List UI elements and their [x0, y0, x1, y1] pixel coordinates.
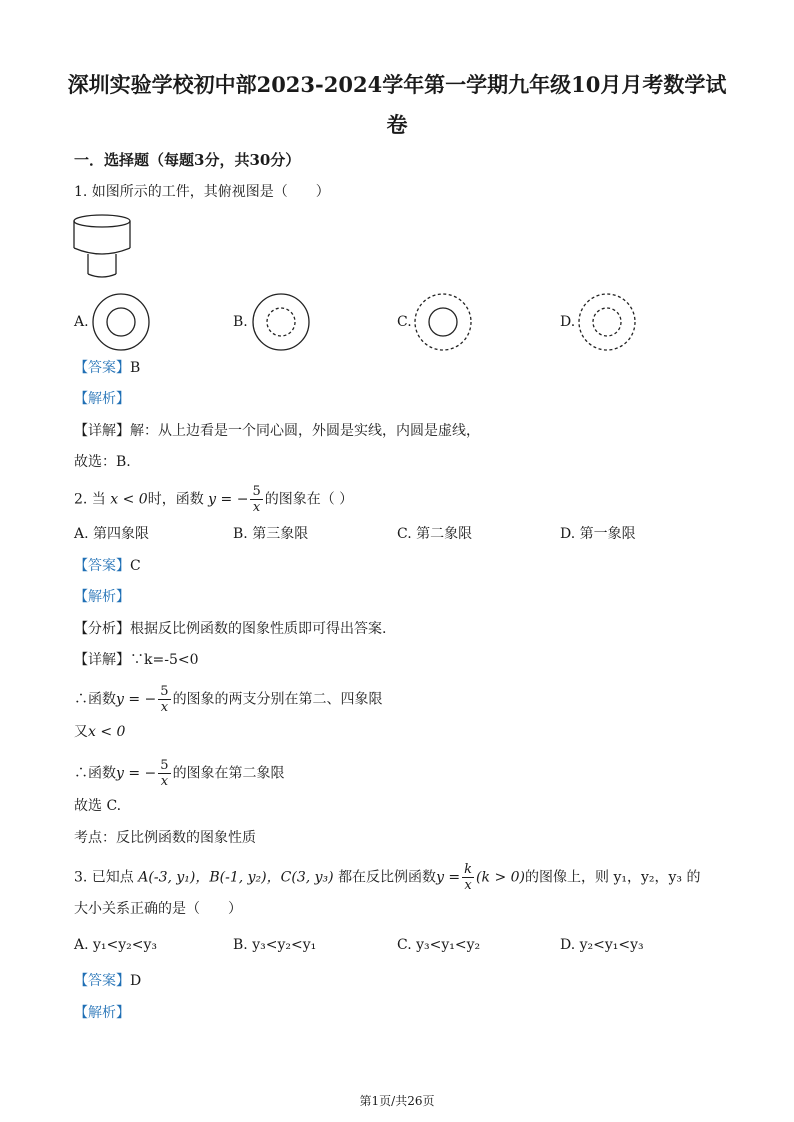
q2-step1-num: 5	[160, 684, 169, 699]
q2-detail: 【详解】∵k=-5<0	[74, 652, 199, 668]
q2-stem-part-c: 的图象在（ ）	[264, 491, 354, 508]
q2-answer-line	[74, 556, 141, 576]
q1-answer-line	[74, 358, 140, 378]
q2-option-b: B. 第三象限	[233, 526, 309, 542]
q2-step3-fraction	[158, 758, 170, 789]
q2-fenxi: 【分析】根据反比例函数的图象性质即可得出答案.	[74, 621, 387, 637]
q2-function-lhs: y = −	[208, 491, 249, 508]
q3-point-b: B(-1, y₂)，	[209, 869, 281, 886]
q3-analysis-tag: 【解析】	[74, 1005, 130, 1021]
q1-answer-tag: 【答案】	[74, 360, 130, 376]
q2-fraction	[250, 484, 262, 515]
q2-step3-a: ∴函数	[74, 765, 116, 782]
q2-option-c: C. 第二象限	[397, 526, 473, 542]
q3-stem-part-a: 3. 已知点	[74, 869, 134, 886]
q2-step3-num: 5	[160, 758, 169, 773]
q2-option-a: A. 第四象限	[74, 526, 150, 542]
q3-answer-tag: 【答案】	[74, 973, 130, 989]
q2-stem-part-a: 2. 当	[74, 491, 106, 508]
q3-option-b: B. y₃<y₂<y₁	[233, 937, 317, 953]
q1-analysis-tag: 【解析】	[74, 391, 130, 407]
q2-step1-b: 的图象的两支分别在第二、四象限	[172, 691, 383, 708]
q2-conclusion: 故选 C.	[74, 798, 122, 814]
q2-step3-b: 的图象在第二象限	[172, 765, 285, 782]
q2-condition: x < 0	[110, 491, 148, 508]
doc-title-line1: 深圳实验学校初中部2023-2024学年第一学期九年级10月月考数学试	[67, 72, 727, 97]
section-heading: 一．选择题（每题3分，共30分）	[74, 151, 301, 169]
q2-stem	[74, 484, 353, 515]
q3-stem-part-c: 的图像上，则 y₁，y₂，y₃ 的	[525, 869, 701, 886]
q2-analysis-tag: 【解析】	[74, 589, 130, 605]
q1-option-c-label: C.	[397, 314, 412, 330]
q1-option-b-figure	[250, 292, 312, 352]
q1-option-d-figure	[576, 292, 638, 352]
q1-conclusion: 故选：B.	[74, 454, 131, 470]
q2-step1-den: x	[160, 700, 169, 715]
q3-stem	[74, 862, 700, 893]
q3-fraction-num: k	[464, 862, 473, 877]
q2-answer: C	[130, 558, 141, 574]
q2-step2-text: 又	[74, 724, 88, 740]
page-footer: 第1页/共26页	[359, 1094, 435, 1108]
q1-answer: B	[130, 360, 141, 376]
q3-answer: D	[130, 973, 142, 989]
q1-option-c-figure	[412, 292, 474, 352]
q3-fraction	[462, 862, 474, 893]
q3-option-a: A. y₁<y₂<y₃	[74, 937, 158, 953]
q1-stem: 1. 如图所示的工件，其俯视图是（ ）	[74, 184, 330, 200]
q2-step1-fraction	[158, 684, 170, 715]
q1-option-d-label: D.	[560, 314, 576, 330]
q2-option-d: D. 第一象限	[560, 526, 636, 542]
q3-point-c: C(3, y₃)	[280, 869, 334, 886]
q2-step2	[74, 722, 125, 742]
q3-condition: (k > 0)	[476, 869, 525, 886]
q2-step3	[74, 758, 285, 789]
q2-step1-lhs: y = −	[116, 691, 157, 708]
q3-stem-part-b: 都在反比例函数	[338, 869, 437, 886]
q2-stem-part-b: 时，函数	[147, 491, 204, 508]
q2-answer-tag: 【答案】	[74, 558, 130, 574]
q2-kaodian: 考点：反比例函数的图象性质	[74, 830, 256, 846]
q2-fraction-den: x	[252, 500, 261, 515]
q3-option-c: C. y₃<y₁<y₂	[397, 937, 481, 953]
q3-point-a: A(-3, y₁)，	[138, 869, 210, 886]
q2-step1	[74, 684, 383, 715]
q3-option-d: D. y₂<y₁<y₃	[560, 937, 644, 953]
q1-detail: 【详解】解：从上边看是一个同心圆，外圆是实线，内圆是虚线，	[74, 423, 480, 439]
q2-fraction-num: 5	[252, 484, 261, 499]
doc-title-line2: 卷	[386, 112, 408, 137]
q3-stem-line2: 大小关系正确的是（ ）	[74, 901, 242, 917]
q1-workpiece-figure	[72, 212, 136, 282]
q1-option-a-figure	[90, 292, 152, 352]
q2-step2-cond: x < 0	[88, 724, 126, 740]
q2-step3-den: x	[160, 774, 169, 789]
q2-step3-lhs: y = −	[116, 765, 157, 782]
q3-fraction-den: x	[464, 878, 472, 893]
q1-option-a-label: A.	[74, 314, 89, 330]
q3-function-lhs: y =	[436, 869, 461, 886]
q2-step1-a: ∴函数	[74, 691, 116, 708]
q3-answer-line	[74, 971, 141, 991]
q1-option-b-label: B.	[233, 314, 248, 330]
